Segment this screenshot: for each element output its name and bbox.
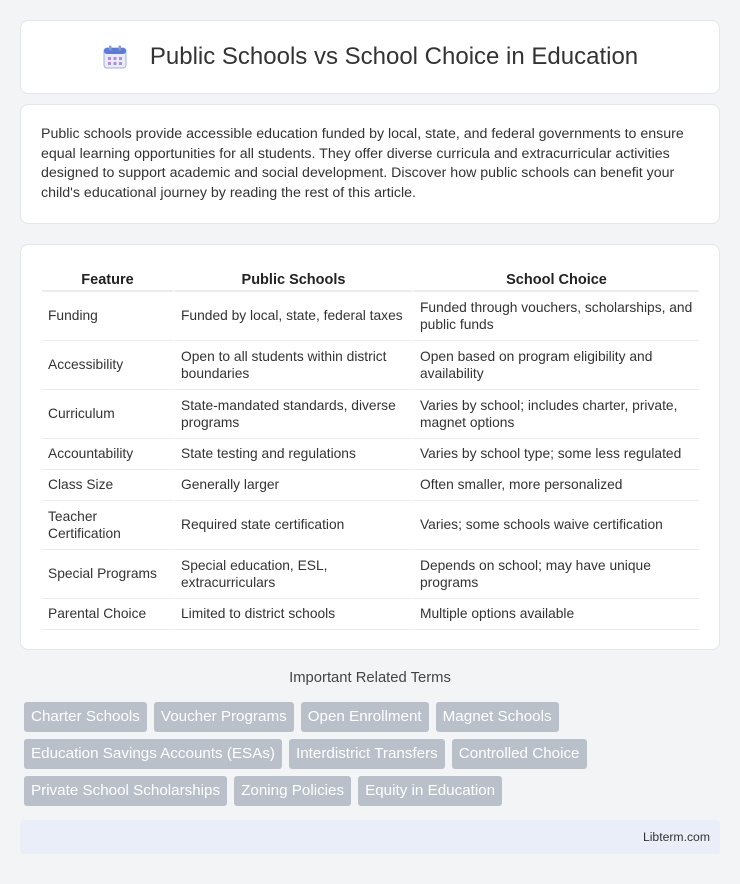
table-header-row: [42, 265, 699, 292]
tag-charter-schools[interactable]: Charter Schools: [24, 702, 147, 732]
table-cell: Funded through vouchers, scholarships, and public funds: [412, 292, 699, 341]
table-row: [42, 390, 699, 439]
comparison-table: [42, 265, 699, 630]
tag-education-savings-accounts[interactable]: Education Savings Accounts (ESAs): [24, 739, 282, 769]
table-cell: Funding: [42, 292, 173, 341]
table-cell: State-mandated standards, diverse programs: [173, 390, 412, 439]
table-cell: Accessibility: [42, 341, 173, 390]
table-cell: Limited to district schools: [173, 599, 412, 630]
table-cell: Generally larger: [173, 470, 412, 501]
table-cell: Accountability: [42, 439, 173, 470]
table-cell: Varies; some schools waive certification: [412, 501, 699, 550]
table-row: [42, 550, 699, 599]
comparison-table-card: [20, 244, 720, 650]
tag-interdistrict-transfers[interactable]: Interdistrict Transfers: [289, 739, 445, 769]
related-terms-heading: Important Related Terms: [289, 670, 451, 686]
header-feature: Feature: [42, 265, 173, 292]
table-cell: Often smaller, more personalized: [412, 470, 699, 501]
intro-text: Public schools provide accessible education funded by local, state, and federal governments to ensure equal learning opportunities for all students. They offer diverse curricula and extracurricular activities designed to support academic and social development. Discover how public schools can benefit your child's educational journey by reading the rest of this article.: [41, 126, 684, 201]
table-cell: Open to all students within district boundaries: [173, 341, 412, 390]
table-cell: Teacher Certification: [42, 501, 173, 550]
table-cell: Varies by school type; some less regulated: [412, 439, 699, 470]
footer-site-link[interactable]: Libterm.com: [642, 830, 710, 844]
tag-equity-in-education[interactable]: Equity in Education: [358, 776, 502, 806]
page-title: Public Schools vs School Choice in Education: [149, 43, 639, 70]
intro-card: [20, 104, 720, 224]
table-cell: Open based on program eligibility and availability: [412, 341, 699, 390]
table-cell: State testing and regulations: [173, 439, 412, 470]
table-cell: Parental Choice: [42, 599, 173, 630]
header-public-schools: Public Schools: [173, 265, 412, 292]
table-row: [42, 599, 699, 630]
table-cell: Special education, ESL, extracurriculars: [173, 550, 412, 599]
table-cell: Multiple options available: [412, 599, 699, 630]
calendar-icon: [102, 44, 128, 70]
table-cell: Class Size: [42, 470, 173, 501]
tag-zoning-policies[interactable]: Zoning Policies: [234, 776, 351, 806]
table-row: [42, 501, 699, 550]
footer: [20, 820, 720, 854]
table-cell: Funded by local, state, federal taxes: [173, 292, 412, 341]
table-row: [42, 439, 699, 470]
tag-open-enrollment[interactable]: Open Enrollment: [301, 702, 429, 732]
table-row: [42, 470, 699, 501]
table-cell: Special Programs: [42, 550, 173, 599]
table-cell: Depends on school; may have unique programs: [412, 550, 699, 599]
table-cell: Varies by school; includes charter, private, magnet options: [412, 390, 699, 439]
table-row: [42, 292, 699, 341]
table-cell: Curriculum: [42, 390, 173, 439]
header-school-choice: School Choice: [412, 265, 699, 292]
tag-controlled-choice[interactable]: Controlled Choice: [452, 739, 587, 769]
related-terms-tags: [24, 702, 724, 813]
table-row: [42, 341, 699, 390]
tag-magnet-schools[interactable]: Magnet Schools: [436, 702, 559, 732]
tag-voucher-programs[interactable]: Voucher Programs: [154, 702, 294, 732]
header-card: [20, 20, 720, 94]
table-cell: Required state certification: [173, 501, 412, 550]
tag-private-school-scholarships[interactable]: Private School Scholarships: [24, 776, 227, 806]
